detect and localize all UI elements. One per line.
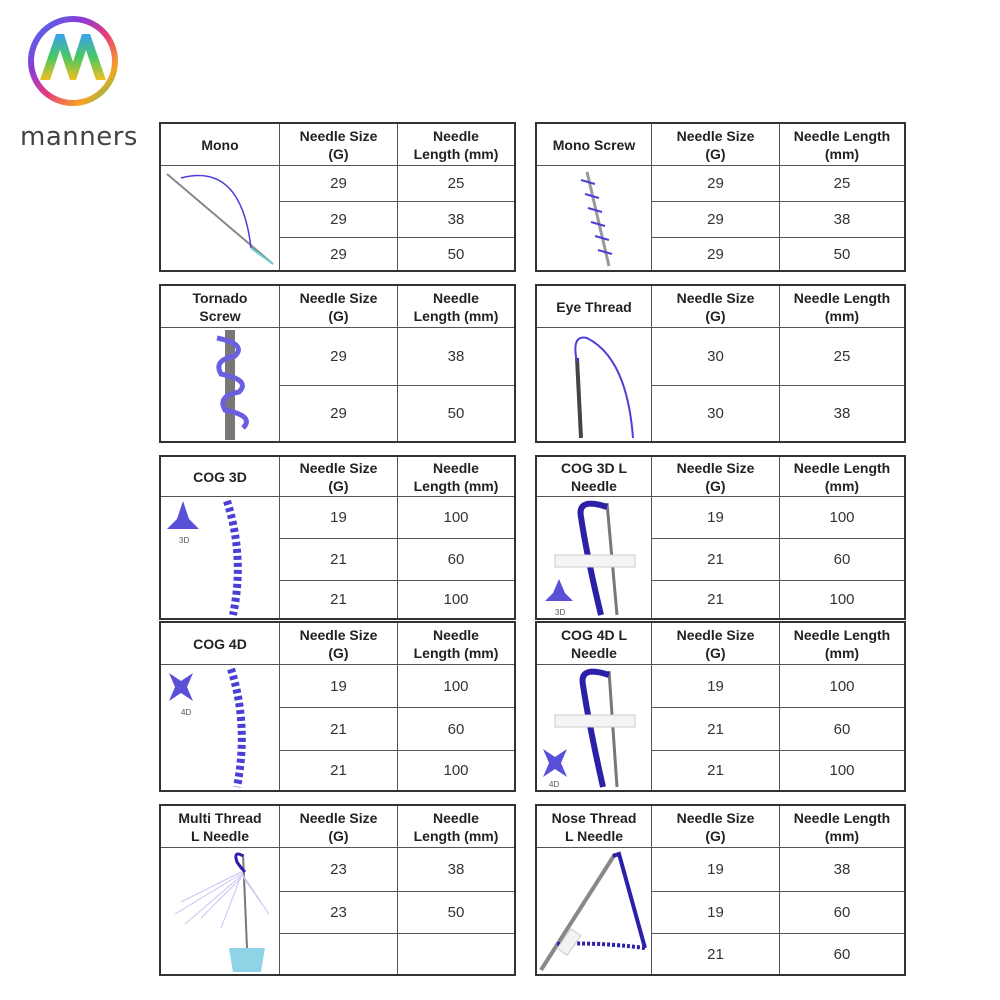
table-cell: 21: [652, 539, 780, 581]
brand-name: manners: [20, 122, 138, 152]
product-image: [161, 497, 280, 618]
table-cell: 19: [652, 892, 780, 934]
header-needle-length: Needle Length (mm): [780, 623, 904, 665]
table-cell: 29: [652, 238, 780, 270]
cog-4d-l-needle-icon: [537, 665, 651, 790]
table-cell: 29: [280, 166, 398, 202]
product-image: [537, 166, 652, 270]
product-image: [161, 665, 280, 790]
cog-3d-l-needle-icon: [537, 497, 651, 618]
header-needle-size: Needle Size (G): [652, 124, 780, 166]
table-cell: 19: [652, 665, 780, 708]
header-needle-length: Needle Length (mm): [780, 806, 904, 848]
product-name: Nose Thread L Needle: [537, 806, 652, 848]
table-cell: 38: [398, 202, 514, 238]
table-cell: 29: [280, 328, 398, 386]
header-needle-size: Needle Size (G): [280, 623, 398, 665]
table-cell: 23: [280, 892, 398, 934]
table-cog-4d: [159, 621, 516, 792]
table-cell: 60: [833, 945, 851, 963]
table-cell: 19: [652, 497, 780, 539]
product-name: Mono Screw: [537, 124, 652, 166]
table-cell: 60: [398, 539, 514, 581]
table-cell: 38: [398, 848, 514, 892]
table-cell: 23: [280, 848, 398, 892]
cog-type-badge: 4D: [549, 780, 560, 789]
table-cog-4d-l-needle: [535, 621, 906, 792]
table-tornado-screw: [159, 284, 516, 443]
product-image: [161, 328, 280, 441]
table-cell: 100: [443, 762, 469, 779]
table-cell: 50: [447, 245, 465, 263]
brand-logo: [8, 14, 138, 152]
table-cell: 21: [652, 934, 780, 974]
table-cell: 29: [652, 202, 780, 238]
header-needle-size: Needle Size (G): [280, 457, 398, 497]
header-needle-length: Needle Length (mm): [398, 124, 514, 166]
tornado-screw-icon: [161, 328, 279, 441]
header-needle-size: Needle Size (G): [652, 806, 780, 848]
brand-mark-icon: [26, 14, 120, 108]
product-name: Eye Thread: [537, 286, 652, 328]
table-cell: [280, 934, 398, 974]
cog-type-badge: 4D: [181, 708, 192, 717]
table-cell: 50: [447, 405, 465, 422]
header-needle-size: Needle Size (G): [280, 286, 398, 328]
table-cell: [398, 934, 514, 974]
product-name: Mono: [161, 124, 280, 166]
table-cell: 21: [652, 751, 780, 790]
nose-thread-needle-icon: [537, 848, 651, 974]
table-cell: 19: [280, 665, 398, 708]
table-cell: 19: [280, 497, 398, 539]
table-mono-screw: [535, 122, 906, 272]
header-needle-length: Needle Length (mm): [780, 286, 904, 328]
mono-thread-icon: [161, 166, 279, 270]
header-needle-size: Needle Size (G): [280, 806, 398, 848]
table-cell: 60: [780, 539, 904, 581]
product-name: COG 3D L Needle: [537, 457, 652, 497]
product-name: Multi Thread L Needle: [161, 806, 280, 848]
product-image: [537, 328, 652, 441]
product-name: COG 4D: [161, 623, 280, 665]
table-cell: 21: [652, 581, 780, 618]
table-cell: 100: [829, 591, 855, 608]
table-cell: 100: [398, 665, 514, 708]
table-cell: 21: [652, 708, 780, 751]
table-cell: 38: [833, 405, 851, 422]
cog-4d-thread-icon: [161, 665, 279, 790]
table-cell: 21: [280, 581, 398, 618]
table-cell: 50: [833, 245, 851, 263]
product-image: [161, 166, 280, 270]
table-mono: [159, 122, 516, 272]
screw-thread-icon: [537, 166, 651, 270]
table-cog-3d-l-needle: [535, 455, 906, 620]
header-needle-length: Needle Length (mm): [398, 457, 514, 497]
table-cell: 60: [398, 708, 514, 751]
table-cell: 100: [443, 591, 469, 608]
product-image: [161, 848, 280, 974]
header-needle-size: Needle Size (G): [652, 286, 780, 328]
header-needle-length: Needle Length (mm): [780, 124, 904, 166]
header-needle-size: Needle Size (G): [652, 457, 780, 497]
table-cell: 25: [780, 328, 904, 386]
product-name: COG 4D L Needle: [537, 623, 652, 665]
table-cell: 60: [780, 708, 904, 751]
table-cell: 100: [780, 665, 904, 708]
cog-3d-thread-icon: [161, 497, 279, 618]
header-needle-length: Needle Length (mm): [398, 806, 514, 848]
table-cell: 38: [780, 848, 904, 892]
table-cell: 19: [652, 848, 780, 892]
table-nose-thread: [535, 804, 906, 976]
product-image: [537, 665, 652, 790]
table-eye-thread: [535, 284, 906, 443]
table-cell: 29: [280, 202, 398, 238]
eye-thread-icon: [537, 328, 651, 441]
header-needle-size: Needle Size (G): [280, 124, 398, 166]
product-image: [537, 497, 652, 618]
table-cell: 25: [398, 166, 514, 202]
table-cell: 38: [398, 328, 514, 386]
table-cell: 38: [780, 202, 904, 238]
table-cell: 29: [280, 386, 398, 441]
table-cell: 21: [280, 708, 398, 751]
table-cell: 29: [280, 238, 398, 270]
table-cell: 100: [829, 762, 855, 779]
header-needle-length: Needle Length (mm): [398, 286, 514, 328]
header-needle-length: Needle Length (mm): [780, 457, 904, 497]
table-cell: 29: [652, 166, 780, 202]
table-cell: 21: [280, 539, 398, 581]
product-image: [537, 848, 652, 974]
table-multi-thread: [159, 804, 516, 976]
table-cell: 30: [652, 328, 780, 386]
cog-type-badge: 3D: [555, 608, 566, 617]
table-cog-3d: [159, 455, 516, 620]
table-cell: 21: [280, 751, 398, 790]
table-cell: 100: [398, 497, 514, 539]
table-cell: 25: [780, 166, 904, 202]
table-cell: 100: [780, 497, 904, 539]
header-needle-length: Needle Length (mm): [398, 623, 514, 665]
table-cell: 30: [652, 386, 780, 441]
table-cell: 60: [780, 892, 904, 934]
product-name: COG 3D: [161, 457, 280, 497]
cog-type-badge: 3D: [179, 536, 190, 545]
product-name: Tornado Screw: [161, 286, 280, 328]
table-cell: 50: [398, 892, 514, 934]
header-needle-size: Needle Size (G): [652, 623, 780, 665]
multi-thread-needle-icon: [161, 848, 279, 974]
